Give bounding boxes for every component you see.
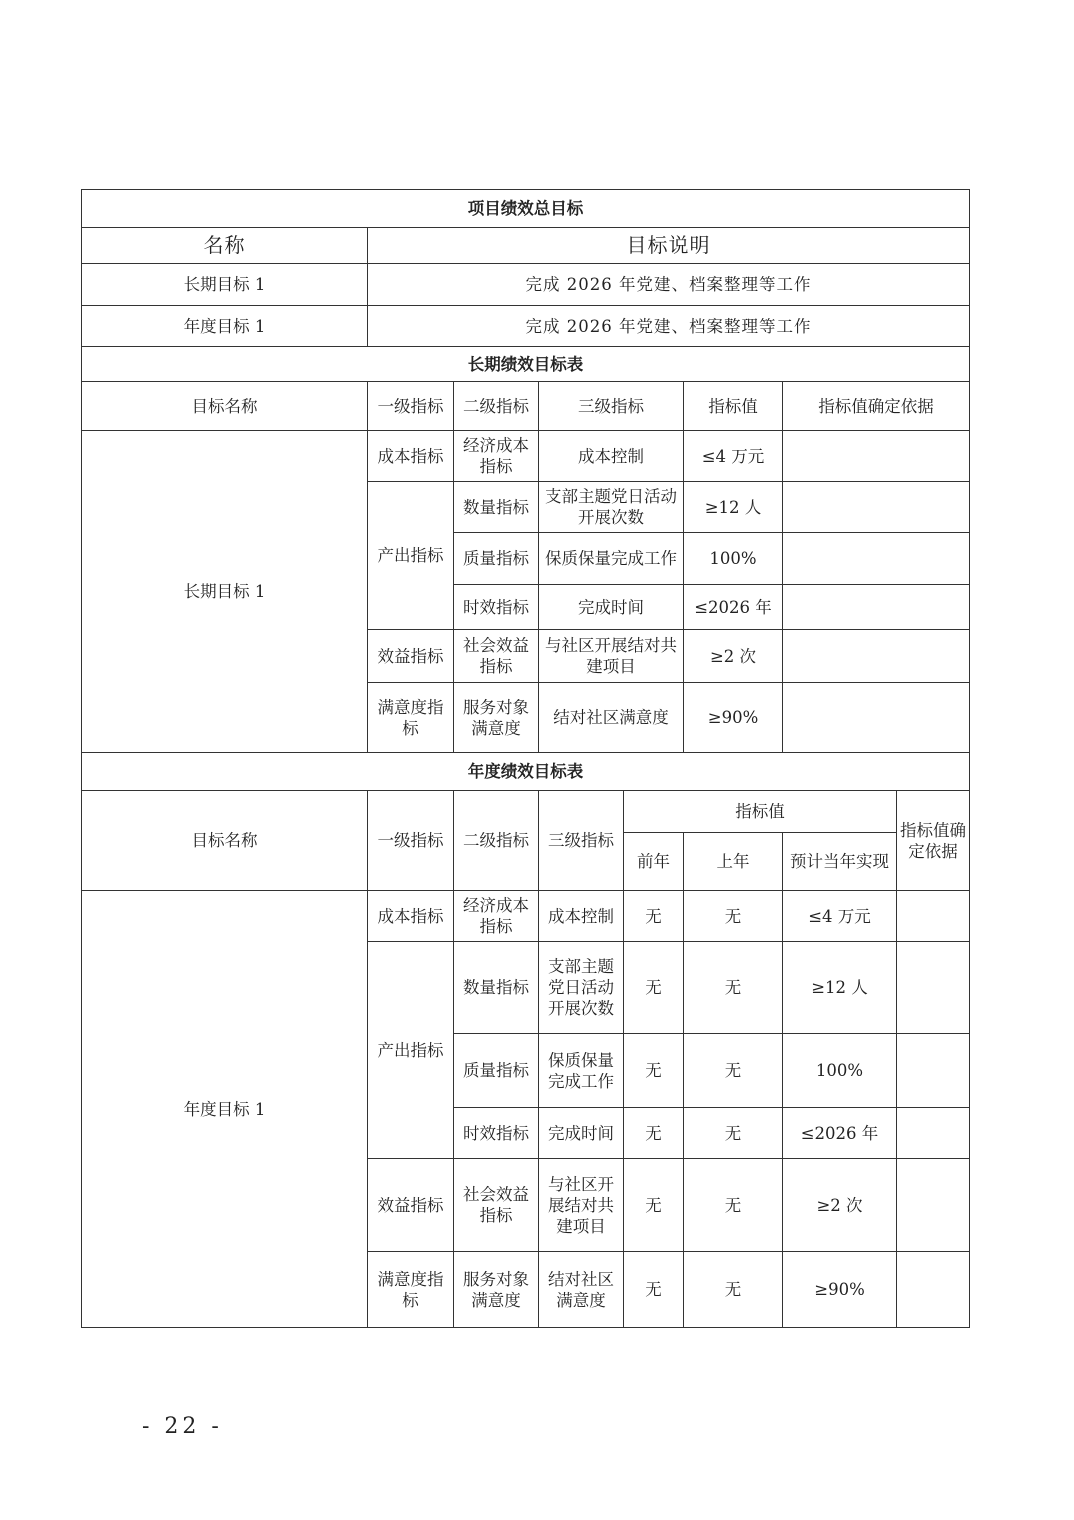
- expected-value: ≤4 万元: [783, 891, 897, 942]
- column-header: 指标值: [684, 382, 783, 431]
- level3-indicator: 结对社区满意度: [539, 1252, 624, 1328]
- indicator-value: 100%: [684, 533, 783, 585]
- expected-value: ≤2026 年: [783, 1108, 897, 1159]
- column-header: 三级指标: [539, 791, 624, 891]
- level3-indicator: 支部主题党日活动开展次数: [539, 482, 684, 533]
- prev-year-value: 无: [624, 1108, 684, 1159]
- indicator-basis: [897, 1108, 970, 1159]
- column-header: 指标值确定依据: [897, 791, 970, 891]
- column-header: 目标名称: [82, 791, 368, 891]
- level1-indicator: 成本指标: [368, 891, 454, 942]
- level2-indicator: 质量指标: [454, 533, 539, 585]
- column-header: 前年: [624, 833, 684, 891]
- level3-indicator: 成本控制: [539, 891, 624, 942]
- indicator-basis: [783, 630, 970, 683]
- level2-indicator: 经济成本指标: [454, 431, 539, 482]
- summary-row-desc: 完成 2026 年党建、档案整理等工作: [368, 306, 970, 347]
- indicator-basis: [783, 431, 970, 482]
- prev-year-value: 无: [624, 1034, 684, 1108]
- expected-value: ≥2 次: [783, 1159, 897, 1252]
- last-year-value: 无: [684, 942, 783, 1034]
- level1-indicator: 效益指标: [368, 1159, 454, 1252]
- level2-indicator: 社会效益指标: [454, 1159, 539, 1252]
- level3-indicator: 保质保量完成工作: [539, 533, 684, 585]
- summary-header-name: 名称: [82, 228, 368, 264]
- last-year-value: 无: [684, 1252, 783, 1328]
- indicator-basis: [783, 683, 970, 753]
- level2-indicator: 服务对象满意度: [454, 683, 539, 753]
- column-header: 预计当年实现: [783, 833, 897, 891]
- column-header: 一级指标: [368, 382, 454, 431]
- indicator-basis: [783, 533, 970, 585]
- level1-indicator: 产出指标: [368, 942, 454, 1159]
- level2-indicator: 服务对象满意度: [454, 1252, 539, 1328]
- expected-value: ≥12 人: [783, 942, 897, 1034]
- prev-year-value: 无: [624, 1252, 684, 1328]
- indicator-basis: [783, 482, 970, 533]
- level2-indicator: 时效指标: [454, 1108, 539, 1159]
- level3-indicator: 与社区开展结对共建项目: [539, 630, 684, 683]
- last-year-value: 无: [684, 1034, 783, 1108]
- column-header: 二级指标: [454, 382, 539, 431]
- level2-indicator: 数量指标: [454, 942, 539, 1034]
- column-header: 三级指标: [539, 382, 684, 431]
- summary-header-desc: 目标说明: [368, 228, 970, 264]
- indicator-value: ≥2 次: [684, 630, 783, 683]
- last-year-value: 无: [684, 1159, 783, 1252]
- level1-indicator: 产出指标: [368, 482, 454, 630]
- level3-indicator: 支部主题党日活动开展次数: [539, 942, 624, 1034]
- column-header: 二级指标: [454, 791, 539, 891]
- level3-indicator: 成本控制: [539, 431, 684, 482]
- summary-row-name: 年度目标 1: [82, 306, 368, 347]
- level2-indicator: 经济成本指标: [454, 891, 539, 942]
- indicator-basis: [897, 1034, 970, 1108]
- summary-row-desc: 完成 2026 年党建、档案整理等工作: [368, 264, 970, 306]
- expected-value: 100%: [783, 1034, 897, 1108]
- indicator-basis: [897, 1252, 970, 1328]
- indicator-value: ≤4 万元: [684, 431, 783, 482]
- level2-indicator: 社会效益指标: [454, 630, 539, 683]
- prev-year-value: 无: [624, 1159, 684, 1252]
- level2-indicator: 数量指标: [454, 482, 539, 533]
- column-header: 目标名称: [82, 382, 368, 431]
- last-year-value: 无: [684, 891, 783, 942]
- annual-title: 年度绩效目标表: [82, 753, 970, 791]
- level1-indicator: 成本指标: [368, 431, 454, 482]
- longterm-title: 长期绩效目标表: [82, 347, 970, 382]
- level1-indicator: 满意度指标: [368, 1252, 454, 1328]
- indicator-basis: [897, 1159, 970, 1252]
- prev-year-value: 无: [624, 891, 684, 942]
- summary-title: 项目绩效总目标: [82, 190, 970, 228]
- expected-value: ≥90%: [783, 1252, 897, 1328]
- level3-indicator: 结对社区满意度: [539, 683, 684, 753]
- goal-name: 长期目标 1: [82, 431, 368, 753]
- summary-row-name: 长期目标 1: [82, 264, 368, 306]
- performance-table: [81, 189, 970, 1328]
- prev-year-value: 无: [624, 942, 684, 1034]
- last-year-value: 无: [684, 1108, 783, 1159]
- page-number: - 22 -: [142, 1414, 223, 1439]
- indicator-basis: [783, 585, 970, 630]
- level3-indicator: 保质保量完成工作: [539, 1034, 624, 1108]
- level1-indicator: 满意度指标: [368, 683, 454, 753]
- column-header: 指标值确定依据: [783, 382, 970, 431]
- goal-name: 年度目标 1: [82, 891, 368, 1328]
- column-header: 上年: [684, 833, 783, 891]
- level2-indicator: 质量指标: [454, 1034, 539, 1108]
- indicator-value: ≤2026 年: [684, 585, 783, 630]
- level3-indicator: 完成时间: [539, 1108, 624, 1159]
- indicator-value: ≥90%: [684, 683, 783, 753]
- indicator-value: ≥12 人: [684, 482, 783, 533]
- indicator-basis: [897, 942, 970, 1034]
- column-header: 一级指标: [368, 791, 454, 891]
- level3-indicator: 完成时间: [539, 585, 684, 630]
- level2-indicator: 时效指标: [454, 585, 539, 630]
- level3-indicator: 与社区开展结对共建项目: [539, 1159, 624, 1252]
- level1-indicator: 效益指标: [368, 630, 454, 683]
- indicator-basis: [897, 891, 970, 942]
- column-header: 指标值: [624, 791, 897, 833]
